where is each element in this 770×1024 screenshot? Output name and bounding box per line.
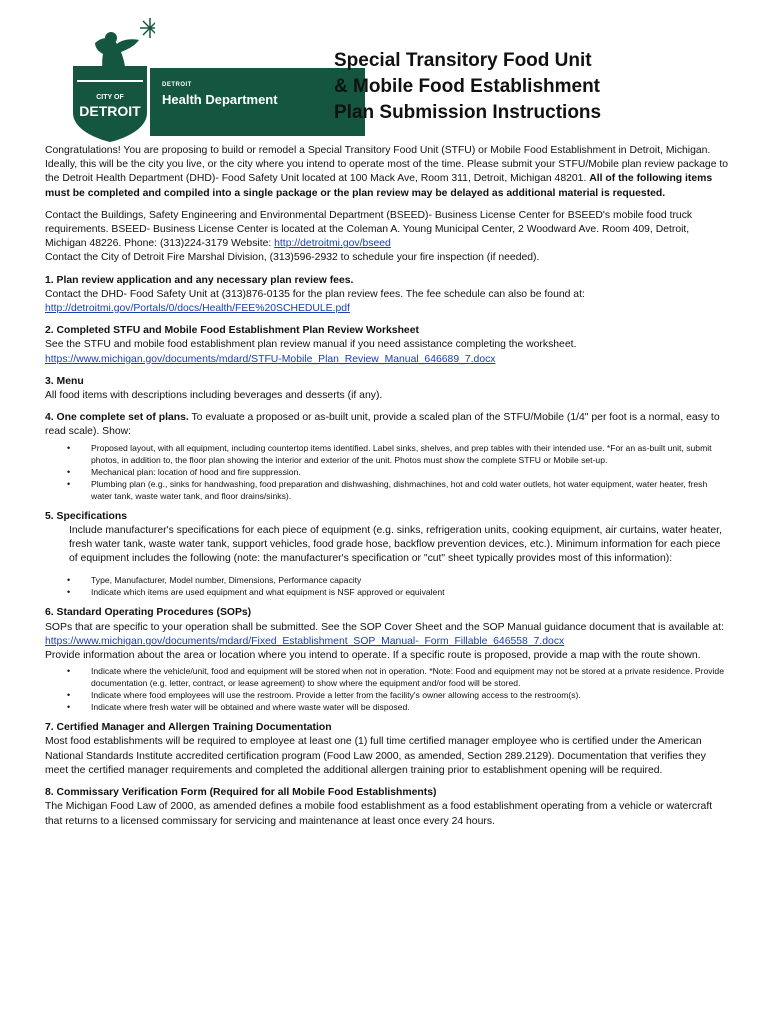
section-3 [45,375,730,403]
contact-text: Contact the Buildings, Safety Engineering and Environmental Department (BSEED)- Business License Center for BSEED's mobile food truck requirements. BSEED- Business License Center is located at the Coleman A. Young Municipal Center, 2 Woodward Ave. Room 409, Detroit, Michigan 48226. Phone: (313)224-3179 Website: [45,209,693,250]
title-line-3: Plan Submission Instructions [334,102,602,123]
logo-band [150,68,365,136]
intro-text: Congratulations! You are proposing to build or remodel a Special Transitory Food Unit (STFU) or Mobile Food Establishment in Detroit, Michigan. Ideally, this will be the city you live, or the city where you intend to operate most of the time. Please submit your STFU/Mobile plan review package to the Detroit Health Department (DHD)- Food Safety Unit located at 100 Mack Ave, Room 311, Detroit, Michigan 48201. [45,145,729,185]
plan-review-manual-link[interactable]: https://www.michigan.gov/documents/mdard/STFU-Mobile_Plan_Review_Manual_646689_7.docx [45,353,496,365]
shield-detroit: DETROIT [79,103,141,119]
section-5-bullets [45,574,730,598]
section-6-text-2: Provide information about the area or location where you intend to operate. If a specific route is proposed, provide a map with the route shown. [45,650,701,662]
logo-small-text: DETROIT [162,82,192,88]
title-line-2: & Mobile Food Establishment [334,76,601,97]
city-of-detroit-shield-icon [65,18,155,143]
section-6-bullets [45,665,730,713]
section-4-heading: 4. One complete set of plans. [45,412,189,424]
section-7 [45,721,730,778]
section-2 [45,324,730,367]
section-3-text: All food items with descriptions including beverages and desserts (if any). [45,390,383,402]
section-5 [45,510,730,524]
section-1-heading: 1. Plan review application and any necessary plan review fees. [45,274,354,286]
section-7-heading: 7. Certified Manager and Allergen Training Documentation [45,722,332,734]
section-6 [45,606,730,663]
list-item: • Type, Manufacturer, Model number, Dimensions, Performance capacity [91,574,730,586]
contact-paragraph [45,209,730,252]
section-4 [45,411,730,439]
list-item: • Indicate which items are used equipment and what equipment is NSF approved or equivalent [91,586,730,598]
section-7-text: Most food establishments will be required to employee at least one (1) full time certified manager employee who is certified under the American National Standards Institute accredited certification program (Food Law 2000, as amended, Section 289.2129). Documentation that verifies they meet the certified manager requirements and completed the additional allergen training prior to establishment opening will be required. [45,736,706,776]
fee-schedule-link[interactable]: http://detroitmi.gov/Portals/0/docs/Health/FEE%20SCHEDULE.pdf [45,303,350,315]
detroit-health-logo [60,8,310,143]
section-6-text: SOPs that are specific to your operation shall be submitted. See the SOP Cover Sheet and the SOP Manual guidance document that is available at: [45,621,724,633]
section-5-text: Include manufacturer's specifications for each piece of equipment (e.g. sinks, refrigeration units, cooking equipment, air curtains, water heater, fresh water tank, waste water tank, support vehicles, food grade hose, backflow prevention devices, etc.). Minimum information for each piece of equipment includes the following (note: the manufacturer's specification or "cut" sheet typically provides most of this information): [69,524,722,565]
title-line-1: Special Transitory Food Unit [334,50,592,71]
section-5-heading: 5. Specifications [45,510,127,522]
bseed-link[interactable]: http://detroitmi.gov/bseed [274,238,391,250]
shield-city-of: CITY OF [96,94,124,101]
section-8-heading: 8. Commissary Verification Form (Required for all Mobile Food Establishments) [45,787,437,799]
document-body [45,144,730,837]
logo-big-text: Health Department [162,92,278,107]
list-item: • Plumbing plan (e.g., sinks for handwashing, food preparation and dishwashing, dishmachines, hot and cold water outlets, hot water equipment, water heater, fresh water tank, waste water tank, and floor drains/sinks). [91,478,730,502]
list-item: • Proposed layout, with all equipment, including countertop items identified. Label sinks, shelves, and prep tables with their intended use. *For an as-built unit, submit photos, in addition to, the floor plan showing the interior and exterior of the unit. Photos must show the complete STFU or Mobile set-up. [91,442,730,466]
page-title [334,48,754,126]
section-8-text: The Michigan Food Law of 2000, as amended defines a mobile food establishment as a food establishment operating from a vehicle or watercraft that returns to a licensed commissary for servicing and maintenance at least once every 24 hours. [45,801,713,827]
sop-manual-link[interactable]: https://www.michigan.gov/documents/mdard/Fixed_Establishment_SOP_Manual-_Form_Fillable_646558_7.docx [45,635,565,647]
section-4-bullets [45,442,730,502]
list-item: • Indicate where fresh water will be obtained and where waste water will be disposed. [91,701,730,713]
section-2-text: See the STFU and mobile food establishment plan review manual if you need assistance completing the worksheet. [45,339,577,351]
section-1-text: Contact the DHD- Food Safety Unit at (313)876-0135 for the plan review fees. The fee schedule can also be found at: [45,288,585,300]
list-item: • Mechanical plan: location of hood and fire suppression. [91,466,730,478]
section-6-heading: 6. Standard Operating Procedures (SOPs) [45,607,252,619]
section-2-heading: 2. Completed STFU and Mobile Food Establishment Plan Review Worksheet [45,325,419,337]
section-4-text: To evaluate a proposed or as-built unit, provide a scaled plan of the STFU/Mobile (1/4" per foot is a normal, easy to read scale). Show: [45,412,720,438]
fire-marshal-text: Contact the City of Detroit Fire Marshal Division, (313)596-2932 to schedule your fire inspection (if needed). [45,252,540,264]
list-item: • Indicate where food employees will use the restroom. Provide a letter from the facility's owner allowing access to the restroom(s). [91,689,730,701]
intro-paragraph [45,144,730,201]
section-8 [45,786,730,829]
section-1 [45,274,730,317]
intro-bold-text: All of the following items must be completed and compiled into a single package or the plan review may be delayed as additional material is requested. [45,173,713,199]
list-item: • Indicate where the vehicle/unit, food and equipment will be stored when not in operation. *Note: Food and equipment may not be stored at a private residence. Provide documentation (e.g. letter, contract, or lease agreement) to show where the equipment and/or food will be stored. [91,665,730,689]
section-3-heading: 3. Menu [45,375,84,387]
